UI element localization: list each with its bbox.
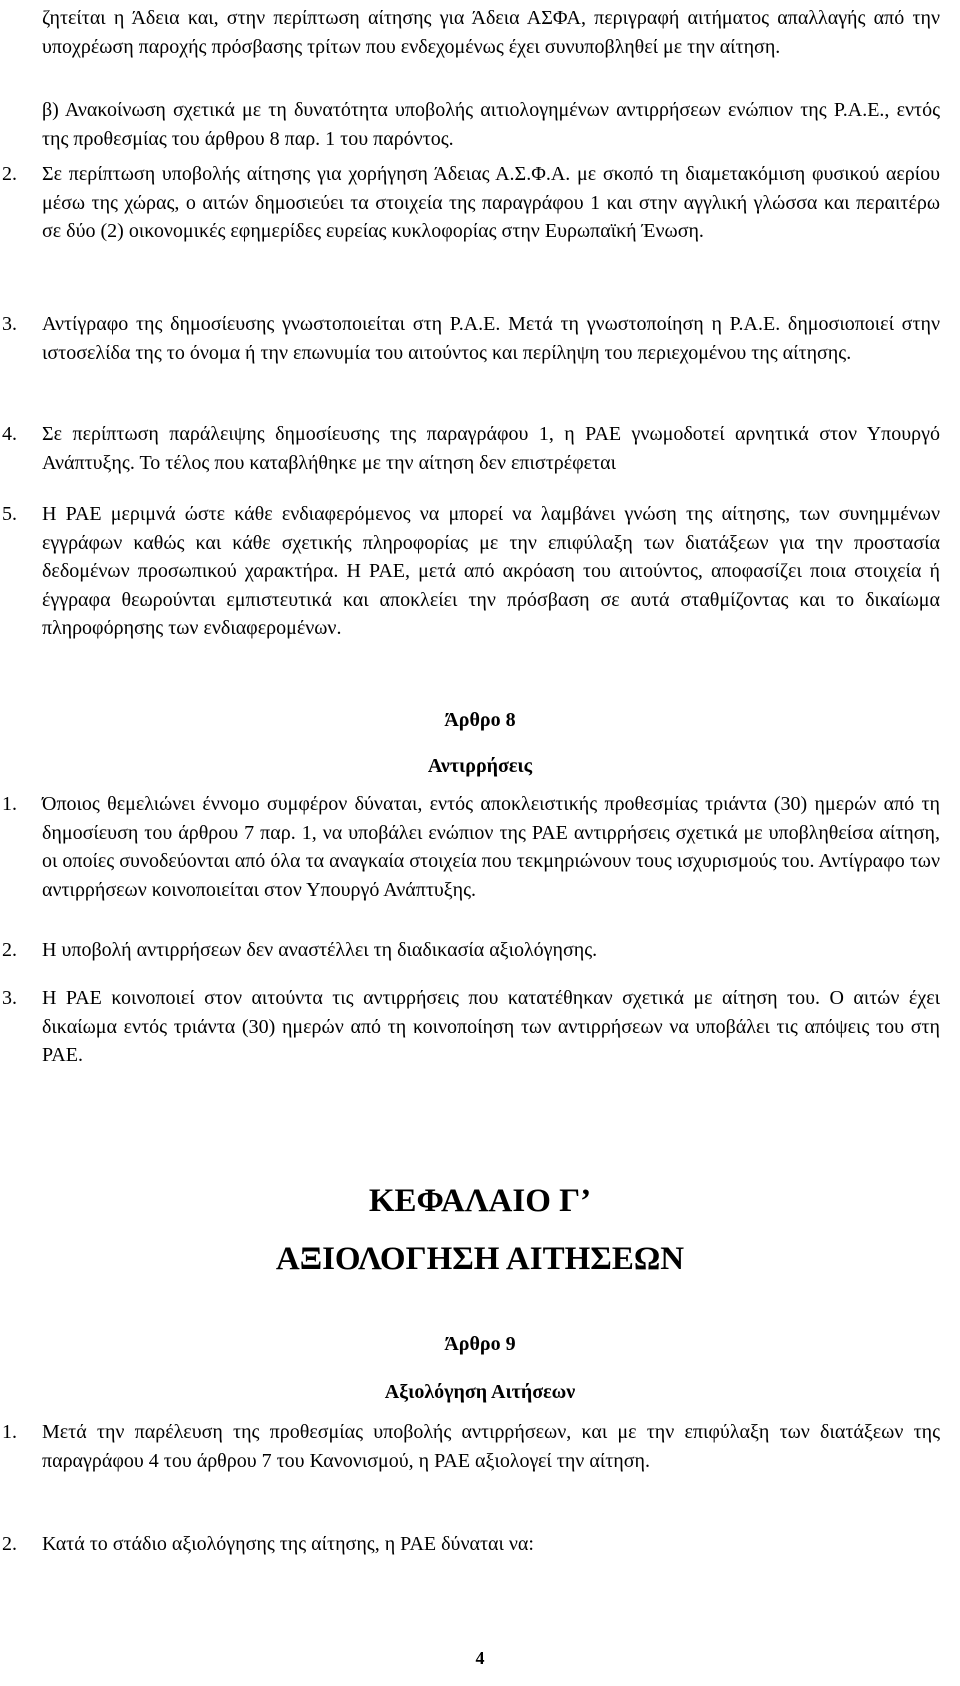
item-text: Αντίγραφο της δημοσίευσης γνωστοποιείται στη Ρ.Α.Ε. Μετά τη γνωστοποίηση η Ρ.Α.Ε. δημοσιοποιεί στην ιστοσελίδα της το όνομα ή την επωνυμία του αιτούντος και περίληψη του περιεχομένου της αίτησης.	[42, 313, 940, 364]
chapter-title: ΚΕΦΑΛΑΙΟ Γ’	[368, 1183, 592, 1219]
item-number: 1.	[2, 793, 17, 815]
page-number: 4	[475, 1648, 485, 1668]
item-number: 4.	[2, 423, 17, 445]
item-text: Σε περίπτωση υποβολής αίτησης για χορήγηση Άδειας Α.Σ.Φ.Α. με σκοπό τη διαμετακόμιση φυσικού αερίου μέσω της χώρας, ο αιτών δημοσιεύει τα στοιχεία της παραγράφου 1 και στην αγγλική γλώσσα και περαιτέρω σε δύο (2) οικονομικές εφημερίδες ευρείας κυκλοφορίας στην Ευρωπαϊκή Ένωση.	[42, 163, 940, 243]
article-7-item-3	[0, 310, 960, 367]
article-8-item-2	[0, 936, 960, 965]
item-text: Κατά το στάδιο αξιολόγησης της αίτησης, η ΡΑΕ δύναται να:	[42, 1533, 534, 1555]
item-number: 1.	[2, 1421, 17, 1443]
item-number: 2.	[2, 939, 17, 961]
paragraph-text: β) Ανακοίνωση σχετικά με τη δυνατότητα υποβολής αιτιολογημένων αντιρρήσεων ενώπιον της Ρ.Α.Ε., εντός της προθεσμίας του άρθρου 8 παρ. 1 του παρόντος.	[42, 99, 940, 150]
item-text: Σε περίπτωση παράλειψης δημοσίευσης της παραγράφου 1, η ΡΑΕ γνωμοδοτεί αρνητικά στον Υπουργό Ανάπτυξης. Το τέλος που καταβλήθηκε με την αίτηση δεν επιστρέφεται	[42, 423, 940, 474]
article-7-item-5	[0, 500, 960, 643]
item-number: 2.	[2, 163, 17, 185]
paragraph-text: ζητείται η Άδεια και, στην περίπτωση αίτησης για Άδεια ΑΣΦΑ, περιγραφή αιτήματος απαλλαγής από την υποχρέωση παροχής πρόσβασης τρίτων που ενδεχομένως έχει συνυποβληθεί με την αίτηση.	[42, 7, 940, 58]
item-number: 5.	[2, 503, 17, 525]
item-number: 2.	[2, 1533, 17, 1555]
item-number: 3.	[2, 313, 17, 335]
item-text: Όποιος θεμελιώνει έννομο συμφέρον δύναται, εντός αποκλειστικής προθεσμίας τριάντα (30) ημερών από τη δημοσίευση του άρθρου 7 παρ. 1, να υποβάλει ενώπιον της ΡΑΕ αντιρρήσεις σχετικά με υποβληθείσα αίτηση, οι οποίες συνοδεύονται από όλα τα αναγκαία στοιχεία που τεκμηριώνουν τους ισχυρισμούς του. Αντίγραφο των αντιρρήσεων κοινοποιείται στον Υπουργό Ανάπτυξης.	[42, 793, 940, 901]
article-8-item-1	[0, 790, 960, 904]
article-9-item-1	[0, 1418, 960, 1475]
article-9-title: Άρθρο 9	[444, 1333, 516, 1355]
chapter-subtitle: ΑΞΙΟΛΟΓΗΣΗ ΑΙΤΗΣΕΩΝ	[275, 1241, 685, 1277]
article-7-item-2	[0, 160, 960, 246]
item-text: Η ΡΑΕ κοινοποιεί στον αιτούντα τις αντιρρήσεις που κατατέθηκαν σχετικά με αίτηση του. Ο αιτών έχει δικαίωμα εντός τριάντα (30) ημερών από τη κοινοποίηση των αντιρρήσεων να υποβάλει τις απόψεις του στη ΡΑΕ.	[42, 987, 940, 1067]
article-8-title: Άρθρο 8	[444, 709, 516, 731]
article-7-item-4	[0, 420, 960, 477]
paragraph-continuation	[0, 4, 960, 61]
article-8-item-3	[0, 984, 960, 1070]
item-number: 3.	[2, 987, 17, 1009]
article-9-item-2	[0, 1530, 960, 1559]
item-text: Μετά την παρέλευση της προθεσμίας υποβολής αντιρρήσεων, και με την επιφύλαξη των διατάξεων της παραγράφου 4 του άρθρου 7 του Κανονισμού, η ΡΑΕ αξιολογεί την αίτηση.	[42, 1421, 940, 1472]
item-text: Η υποβολή αντιρρήσεων δεν αναστέλλει τη διαδικασία αξιολόγησης.	[42, 939, 598, 961]
article-8-subtitle: Αντιρρήσεις	[427, 755, 533, 777]
paragraph-b	[0, 96, 960, 153]
item-text: Η ΡΑΕ μεριμνά ώστε κάθε ενδιαφερόμενος να μπορεί να λαμβάνει γνώση της αίτησης, των συνημμένων εγγράφων καθώς και κάθε σχετικής πληροφορίας με την επιφύλαξη των διατάξεων για την προστασία δεδομένων προσωπικού χαρακτήρα. Η ΡΑΕ, μετά από ακρόαση του αιτούντος, αποφασίζει ποια στοιχεία ή έγγραφα θεωρούνται εμπιστευτικά και αποκλείει την πρόσβαση σε αυτά σταθμίζοντας και το δικαίωμα πληροφόρησης των ενδιαφερομένων.	[42, 503, 940, 640]
article-9-subtitle: Αξιολόγηση Αιτήσεων	[384, 1381, 576, 1403]
